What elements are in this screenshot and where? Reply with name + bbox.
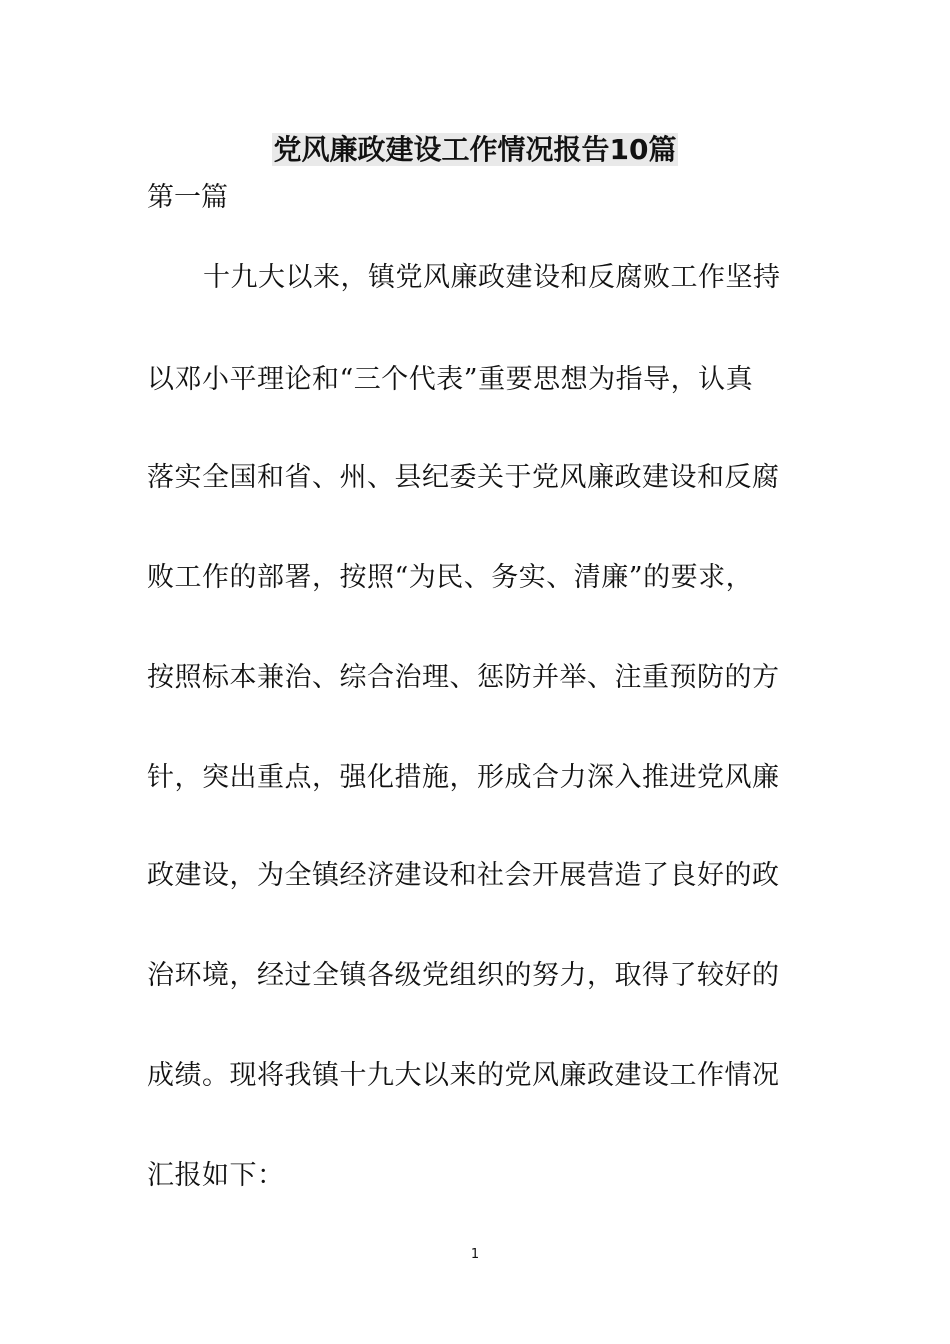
paragraph-line: 治环境，经过全镇各级党组织的努力，取得了较好的 xyxy=(147,960,780,991)
paragraph-line: 落实全国和省、州、县纪委关于党风廉政建设和反腐 xyxy=(147,462,780,493)
document-title xyxy=(0,128,950,172)
paragraph-line: 十九大以来，镇党风廉政建设和反腐败工作坚持 xyxy=(203,262,781,293)
paragraph-line: 汇报如下： xyxy=(147,1160,285,1191)
paragraph-line: 政建设，为全镇经济建设和社会开展营造了良好的政 xyxy=(147,860,780,891)
page-number: 1 xyxy=(470,1247,480,1262)
paragraph-line: 成绩。现将我镇十九大以来的党风廉政建设工作情况 xyxy=(147,1060,780,1091)
paragraph-line: 按照标本兼治、综合治理、惩防并举、注重预防的方 xyxy=(147,662,780,693)
section-label: 第一篇 xyxy=(147,182,228,213)
paragraph-line: 败工作的部署，按照“为民、务实、清廉”的要求， xyxy=(147,562,754,593)
document-title-text: 党风廉政建设工作情况报告10篇 xyxy=(273,133,677,166)
paragraph-line: 针，突出重点，强化措施，形成合力深入推进党风廉 xyxy=(147,762,780,793)
paragraph-line: 以邓小平理论和“三个代表”重要思想为指导，认真 xyxy=(147,364,754,395)
